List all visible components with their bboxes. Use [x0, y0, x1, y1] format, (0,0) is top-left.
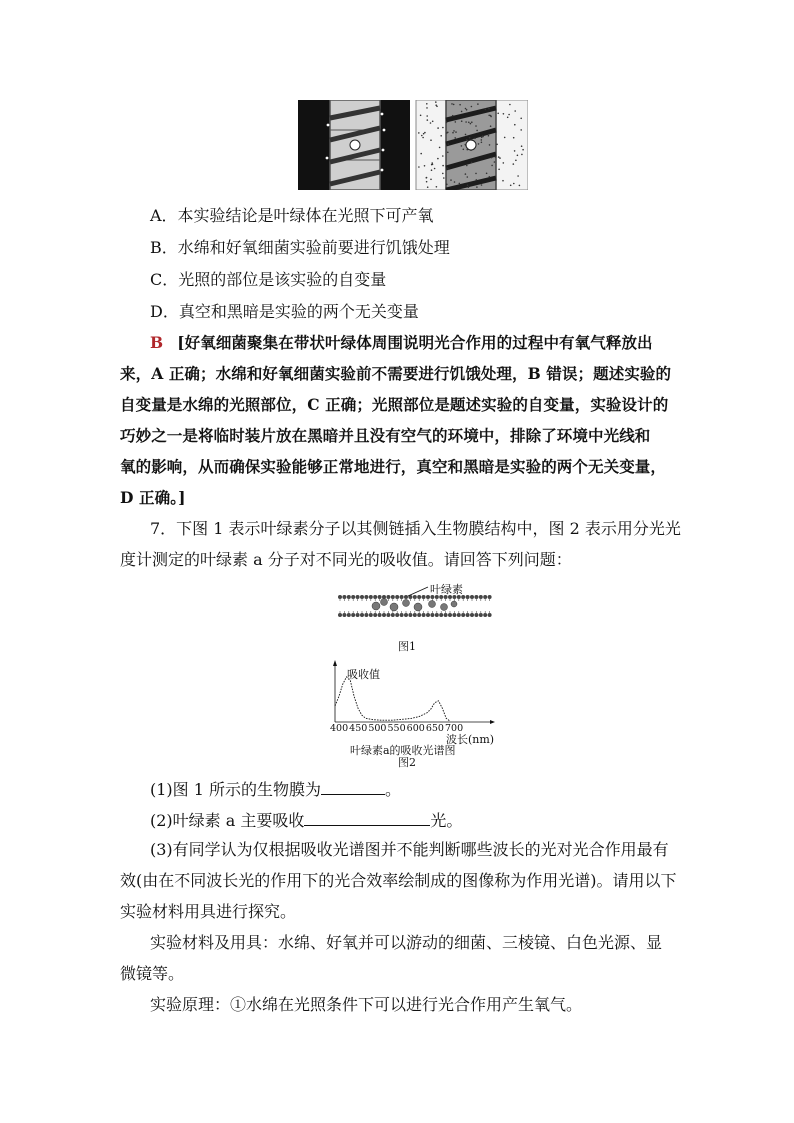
bacterium-dot [485, 109, 487, 111]
bacterium-dot [452, 115, 454, 117]
bacterium-dot [502, 180, 504, 182]
bacterium-dot [468, 186, 470, 188]
bacterium-dot [426, 115, 428, 117]
bacterium-dot [431, 162, 433, 164]
bacterium-dot [442, 165, 444, 167]
answer-line-2: 来，A 正确；水绵和好氧细菌实验前不需要进行饥饿处理，B 错误；题述实验的 [120, 364, 672, 383]
bacterium-dot [517, 175, 519, 177]
x-axis-arrow [490, 720, 495, 724]
bacterium-dot [434, 168, 436, 170]
bacterium-dot [481, 184, 483, 186]
bacterium-dot [467, 149, 469, 151]
bacterium-dot [521, 154, 523, 156]
lipid-layer-top [338, 595, 492, 601]
materials-line-1: 实验材料及用具：水绵、好氧并可以游动的细菌、三棱镜、白色光源、显 [150, 933, 663, 952]
bacterium-dot [427, 186, 429, 188]
bacterium-dot [442, 155, 444, 157]
bacterium-dot [510, 185, 512, 187]
bacterium-dot [477, 103, 479, 105]
bacterium-dot [486, 173, 488, 175]
bacterium-dot [491, 157, 493, 159]
bacterium-dot [474, 138, 476, 140]
bacterium-dot [465, 173, 467, 175]
bacterium-dot [496, 144, 498, 146]
bacterium-dot [436, 186, 438, 188]
bacterium-dot [450, 179, 452, 181]
bacterium-dot [521, 145, 523, 147]
bacterium-dot [466, 139, 468, 141]
bacterium-dot [448, 168, 450, 170]
answer-line-4: 巧妙之一是将临时装片放在黑暗并且没有空气的环境中，排除了环境中光线和 [120, 426, 651, 445]
bacterium-dot [467, 176, 469, 178]
bacterium-dot [497, 113, 499, 115]
bacterium-dot [431, 169, 433, 171]
bacterium-dot [467, 184, 469, 186]
figure-2-caption: 图2 [398, 756, 416, 769]
bacterium-dot [465, 134, 467, 136]
bacterium-dot [489, 176, 491, 178]
materials-line-2: 微镜等。 [120, 964, 185, 983]
bacterium-dot [515, 160, 517, 162]
chart-title: 叶绿素a的吸收光谱图 [350, 744, 456, 757]
bacterium-dot [426, 181, 428, 183]
figure-1-caption: 图1 [398, 640, 416, 653]
bacterium-dot [499, 157, 501, 159]
bacterium-dot [447, 132, 449, 134]
bacterium-dot [461, 120, 463, 122]
answer-line-6: D 正确。] [120, 488, 186, 507]
x-axis-label: 波长(nm) [446, 733, 495, 746]
bacterium-dot [432, 121, 434, 123]
sub-question-2: (2)叶绿素 a 主要吸收 光。 [150, 811, 463, 830]
bacterium-dot [489, 144, 491, 146]
bacterium-dot [447, 152, 449, 154]
tick-650: 650 [425, 723, 444, 734]
bacterium-dot [509, 104, 511, 106]
answer-line-5: 氧的影响，从而确保实验能够正常地进行，真空和黑暗是实验的两个无关变量， [120, 457, 667, 476]
bacterium-dot [420, 153, 422, 155]
bacterium-dot [503, 162, 505, 164]
bacterium-dot [446, 184, 448, 186]
bacterium-dot [430, 122, 432, 124]
bacterium-dot [491, 165, 493, 167]
bacterium-dot [455, 121, 457, 123]
bacterium-dot [513, 137, 515, 139]
bacterium-dot [468, 122, 470, 124]
bacterium-dot [490, 125, 492, 127]
bacterium-dot [517, 155, 519, 157]
tick-700: 700 [445, 723, 464, 734]
bacterium-dot [471, 162, 473, 164]
principle-line-1: 实验原理：①水绵在光照条件下可以进行光合作用产生氧气。 [150, 995, 583, 1014]
bacterium-dot [465, 144, 467, 146]
bacterium-dot [495, 156, 497, 158]
bacterium-dot [488, 115, 490, 117]
bacterium-dot [465, 108, 467, 110]
bacterium-dot [439, 147, 441, 149]
bacterium-dot [421, 135, 423, 137]
bacterium-dot [452, 132, 454, 134]
bacterium-dot [488, 108, 490, 110]
bacterium-dot [459, 104, 461, 106]
bacterium-dot [476, 179, 478, 181]
bacterium-dot [418, 132, 420, 134]
bacterium-dot [430, 179, 432, 181]
bacterium-dot [507, 117, 509, 119]
bacterium-dot [471, 121, 473, 123]
option-c: C．光照的部位是该实验的自变量 [150, 270, 387, 289]
bacterium-dot [454, 137, 456, 139]
spectrum-series-line [335, 677, 450, 721]
membrane-figure [336, 582, 496, 627]
tick-400: 400 [330, 723, 349, 734]
bacterium-dot [461, 145, 463, 147]
bacterium-dot [471, 106, 473, 108]
bacterium-dot [420, 115, 422, 117]
bacterium-dot [514, 150, 516, 152]
bacterium-dot [513, 183, 515, 185]
bacterium-dot [520, 129, 522, 131]
bacterium-dot [447, 143, 449, 145]
bacterium-dot [471, 139, 473, 141]
bacterium-dot [476, 186, 478, 188]
bacterium-dot [519, 185, 521, 187]
question-7-line-2: 度计测定的叶绿素 a 分子对不同光的吸收值。请回答下列问题： [120, 550, 572, 569]
sub-question-3-line-2: 效(由在不同波长光的作用下的光合效率绘制成的图像称为作用光谱)。请用以下 [120, 871, 677, 890]
answer-line-3: 自变量是水绵的光照部位，C 正确；光照部位是题述实验的自变量，实验设计的 [120, 395, 669, 414]
answer-blank-1[interactable] [321, 778, 385, 795]
y-axis-arrow [333, 660, 337, 666]
bacterium-dot [504, 137, 506, 139]
bacterium-dot [455, 131, 457, 133]
bacterium-dot [478, 143, 480, 145]
bacterium-dot [503, 113, 505, 115]
bacterium-dot [459, 183, 461, 185]
bacterium-dot [520, 118, 522, 120]
chlorophyll-label: 叶绿素 [430, 583, 463, 596]
bacterium-dot [446, 167, 448, 169]
bacterium-dot [422, 137, 424, 139]
spirogyra-micrograph-figure [298, 100, 528, 190]
tick-600: 600 [406, 723, 425, 734]
bacterium-dot [513, 163, 515, 165]
lipid-layer-bottom [338, 611, 492, 617]
bacterium-dot [514, 110, 516, 112]
bacterium-dot [494, 161, 496, 163]
bacterium-dot [514, 124, 516, 126]
bacterium-dot [424, 132, 426, 134]
option-b: B．水绵和好氧细菌实验前要进行饥饿处理 [150, 238, 450, 257]
bacterium-dot [488, 135, 490, 137]
bacterium-dot [466, 109, 468, 111]
bacterium-dot [490, 116, 492, 118]
tick-500: 500 [368, 723, 387, 734]
y-axis-label: 吸收值 [347, 668, 380, 681]
bacterium-dot [482, 135, 484, 137]
bacterium-dot [469, 137, 471, 139]
bacterium-dot [481, 139, 483, 141]
bacterium-dot [437, 158, 439, 160]
bacterium-dot [430, 139, 432, 141]
bacterium-dot [442, 173, 444, 175]
bacterium-dot [426, 107, 428, 109]
tick-550: 550 [387, 723, 406, 734]
bacterium-dot [451, 103, 453, 105]
bacterium-dot [475, 173, 477, 175]
tick-450: 450 [349, 723, 368, 734]
chlorophyll-pointer [408, 587, 428, 596]
bacterium-dot [463, 149, 465, 151]
bacterium-dot [498, 156, 500, 158]
option-d: D．真空和黑暗是实验的两个无关变量 [150, 302, 419, 321]
sub-question-3-line-3: 实验材料用具进行探究。 [120, 902, 297, 921]
bacterium-dot [435, 104, 437, 106]
bacterium-dot [465, 121, 467, 123]
bacterium-dot [475, 125, 477, 127]
bacterium-dot [498, 169, 500, 171]
bacterium-dot [481, 142, 483, 144]
bacterium-dot [440, 135, 442, 137]
bacterium-dot [426, 103, 428, 105]
bacterium-dot [522, 149, 524, 151]
bacterium-dot [423, 133, 425, 135]
option-a: A．本实验结论是叶绿体在光照下可产氧 [150, 206, 434, 225]
bacterium-dot [461, 111, 463, 113]
answer-blank-2[interactable] [304, 809, 430, 826]
bacterium-dot [481, 137, 483, 139]
bacterium-dot [470, 149, 472, 151]
bacterium-dot [453, 104, 455, 106]
answer-line-1: B [好氧细菌聚集在带状叶绿体周围说明光合作用的过程中有氧气释放出 [150, 333, 653, 352]
bacterium-dot [446, 122, 448, 124]
bacterium-dot [426, 177, 428, 179]
sub-question-1: (1)图 1 所示的生物膜为 。 [150, 780, 402, 799]
bacterium-dot [424, 165, 426, 167]
bacterium-dot [437, 127, 439, 129]
question-7-line-1: 7．下图 1 表示叶绿素分子以其侧链插入生物膜结构中，图 2 表示用分光光 [150, 519, 681, 538]
answer-letter: B [150, 333, 164, 352]
bacterium-dot [466, 165, 468, 167]
bacterium-dot [443, 177, 445, 179]
bacterium-dot [508, 114, 510, 116]
bacterium-dot [470, 123, 472, 125]
bacterium-dot [427, 119, 429, 121]
bacterium-dot [435, 101, 437, 103]
bacterium-dot [476, 130, 478, 132]
bacterium-dot [454, 181, 456, 183]
bacterium-dot [442, 127, 444, 129]
bacterium-dot [418, 166, 420, 168]
bacterium-dot [453, 130, 455, 132]
sub-question-3-line-1: (3)有同学认为仅根据吸收光谱图并不能判断哪些波长的光对光合作用最有 [150, 840, 669, 859]
